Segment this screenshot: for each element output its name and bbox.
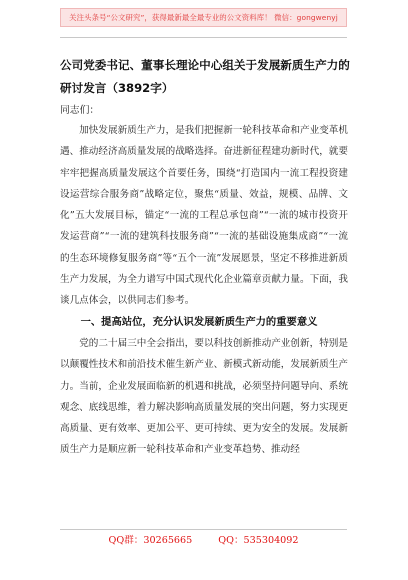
footer-divider (60, 529, 347, 530)
document-body (60, 120, 348, 461)
section-heading: 一、提高站位，充分认识发展新质生产力的重要意义 (80, 315, 318, 328)
section-paragraph: 党的二十届三中全会指出，要以科技创新推动产业创新，特别是以颠覆性技术和前沿技术催生新产业、新模式新动能，发展新质生产力。当前，企业发展面临新的机遇和挑战，必须坚持问题导向、系统观念、底线思维，着力解决影响高质量发展的突出问题，努力实现更高质量、更有效率、更加公平、更可持续、更为安全的发展。发展新质生产力是顺应新一轮科技革命和产业变革趋势、推动经 (60, 337, 348, 456)
footer-qq-group: QQ群：30265665 (108, 535, 193, 546)
salutation: 同志们： (60, 105, 100, 116)
body-paragraph: 加快发展新质生产力，是我们把握新一轮科技革命和产业变革机遇、推动经济高质量发展的战略选择。奋进新征程建功新时代，就要牢牢把握高质量发展这个首要任务，围绕“打造国内一流工程投资建设运营综合服务商”战略定位，聚焦“质量、效益，规模、品牌、文化”五大发展目标，锚定“一流的工程总承包商”“一流的城市投资开发运营商”“一流的建筑科技服务商”“一流的基础设施集成商”“一流的生态环境修复服务商”等“五个一流”发展愿景，坚定不移推进新质生产力发展，为全力谱写中国式现代化企业篇章贡献力量。下面，我谈几点体会，以供同志们参考。 (60, 125, 348, 307)
document-title: 公司党委书记、董事长理论中心组关于发展新质生产力的研讨发言（3892字） (60, 58, 350, 95)
banner-text: 关注头条号“公文研究”，获得最新最全最专业的公文资料库！ 微信：gongwenyj (69, 13, 338, 22)
footer (60, 534, 347, 548)
header-banner (60, 8, 347, 27)
header-divider (60, 37, 347, 38)
footer-qq: QQ：535304092 (218, 535, 299, 546)
